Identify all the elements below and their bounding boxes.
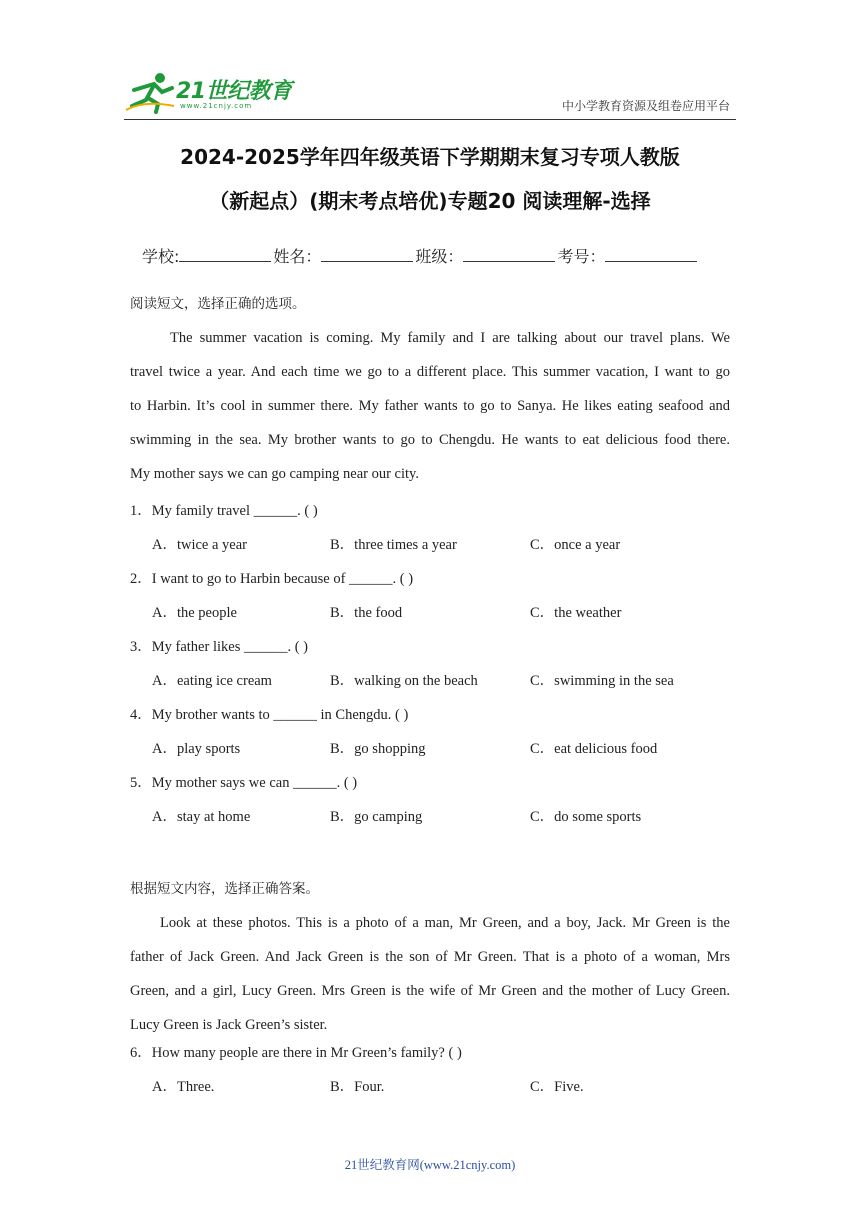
logo-text: 21世纪教育 (176, 79, 292, 104)
passage1-line: swimming in the sea. My brother wants to go to Chengdu. He wants to eat delicious food there. (130, 432, 730, 448)
option-b[interactable]: B．go camping (330, 809, 423, 825)
footer-link[interactable]: 21世纪教育网(www.21cnjy.com) (344, 1158, 516, 1172)
option-b[interactable]: B．three times a year (330, 537, 457, 553)
runner-logo-icon (124, 70, 176, 114)
option-c[interactable]: C．do some sports (530, 809, 642, 825)
logo-url: www.21cnjy.com (180, 102, 253, 110)
passage2-line: Look at these photos. This is a photo of a man, Mr Green, and a boy, Jack. Mr Green is the (160, 915, 730, 931)
header-divider (124, 119, 736, 120)
student-info (142, 244, 699, 267)
passage2-line: Green, and a girl, Lucy Green. Mrs Green is the wife of Mr Green and the mother of Lucy Green. (130, 983, 730, 999)
question-2: 2．I want to go to Harbin because of ______. ( ) (130, 571, 414, 587)
class-label: 班级： (415, 247, 464, 266)
option-c[interactable]: C．the weather (530, 605, 622, 621)
passage2-line: Lucy Green is Jack Green’s sister. (130, 1017, 328, 1033)
school-blank[interactable] (179, 247, 271, 262)
question-1: 1．My family travel ______. ( ) (130, 503, 318, 519)
school-label: 学校: (142, 247, 180, 266)
question-4: 4．My brother wants to ______ in Chengdu. ( ) (130, 707, 409, 723)
option-a[interactable]: A．stay at home (152, 809, 251, 825)
question-5: 5．My mother says we can ______. ( ) (130, 775, 358, 791)
question-3: 3．My father likes ______. ( ) (130, 639, 308, 655)
option-b[interactable]: B．Four. (330, 1079, 385, 1095)
option-c[interactable]: C．eat delicious food (530, 741, 658, 757)
option-a[interactable]: A．twice a year (152, 537, 248, 553)
name-blank[interactable] (321, 247, 413, 262)
class-blank[interactable] (463, 247, 555, 262)
option-b[interactable]: B．go shopping (330, 741, 426, 757)
option-a[interactable]: A．the people (152, 605, 237, 621)
title-line-2: （新起点）(期末考点培优)专题20 阅读理解-选择 (209, 189, 651, 213)
option-b[interactable]: B．walking on the beach (330, 673, 478, 689)
passage1-line: The summer vacation is coming. My family and I are talking about our travel plans. We (170, 330, 730, 346)
site-logo (124, 70, 294, 116)
title-line-1: 2024-2025学年四年级英语下学期期末复习专项人教版 (180, 145, 680, 169)
number-label: 考号： (557, 247, 606, 266)
option-c[interactable]: C．swimming in the sea (530, 673, 674, 689)
option-a[interactable]: A．eating ice cream (152, 673, 272, 689)
option-b[interactable]: B．the food (330, 605, 403, 621)
passage1-line: to Harbin. It’s cool in summer there. My father wants to go to Sanya. He likes eating seafood and (130, 398, 730, 414)
question-6: 6．How many people are there in Mr Green’s family? ( ) (130, 1045, 462, 1061)
option-c[interactable]: C．once a year (530, 537, 621, 553)
passage1-line: My mother says we can go camping near our city. (130, 466, 419, 482)
section2-instruction: 根据短文内容，选择正确答案。 (130, 881, 319, 897)
option-c[interactable]: C．Five. (530, 1079, 584, 1095)
option-a[interactable]: A．play sports (152, 741, 241, 757)
section1-instruction: 阅读短文，选择正确的选项。 (130, 296, 306, 312)
name-label: 姓名： (273, 247, 322, 266)
option-a[interactable]: A．Three. (152, 1079, 215, 1095)
number-blank[interactable] (605, 247, 697, 262)
passage1-line: travel twice a year. And each time we go to a different place. This summer vacation, I want to go (130, 364, 730, 380)
passage2-line: father of Jack Green. And Jack Green is the son of Mr Green. That is a photo of a woman, Mrs (130, 949, 730, 965)
platform-name: 中小学教育资源及组卷应用平台 (561, 99, 730, 113)
